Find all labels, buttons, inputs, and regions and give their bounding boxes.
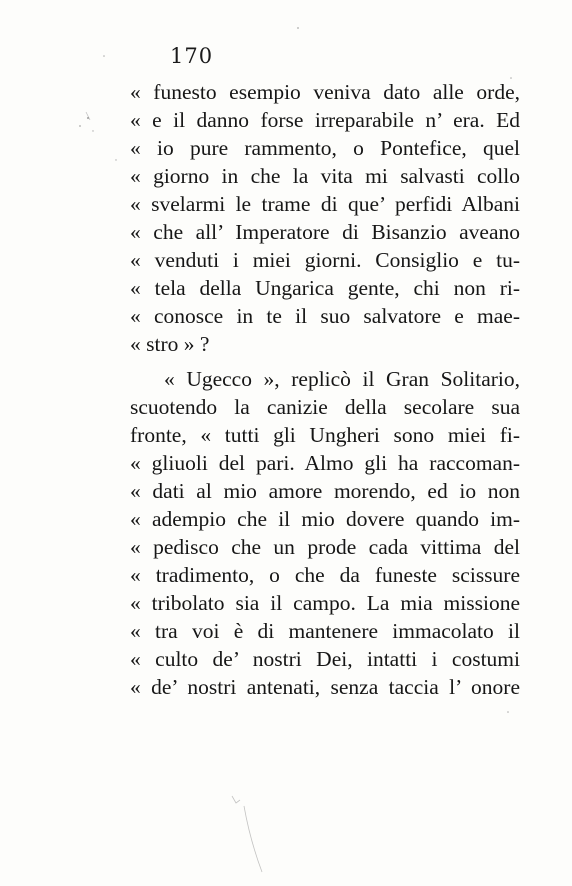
body-text xyxy=(130,78,520,701)
paragraph-2 xyxy=(130,365,520,701)
text-line: « che all’ Imperatore di Bisanzio aveano xyxy=(130,220,520,244)
text-line: « gliuoli del pari. Almo gli ha raccoman- xyxy=(130,451,520,475)
text-line: « culto de’ nostri Dei, intatti i costumi xyxy=(130,647,520,671)
text-line: « venduti i miei giorni. Consiglio e tu- xyxy=(130,248,520,272)
text-line: « pedisco che un prode cada vittima del xyxy=(130,535,520,559)
text-line: « io pure rammento, o Pontefice, quel xyxy=(130,136,520,160)
paragraph-gap xyxy=(130,358,520,365)
text-line: « de’ nostri antenati, senza taccia l’ onore xyxy=(130,675,520,699)
text-line: « tradimento, o che da funeste scissure xyxy=(130,563,520,587)
text-line: « stro » ? xyxy=(130,332,210,356)
text-line: « conosce in te il suo salvatore e mae- xyxy=(130,304,520,328)
text-line: « funesto esempio veniva dato alle orde, xyxy=(130,80,520,104)
text-line: « tribolato sia il campo. La mia missione xyxy=(130,591,520,615)
page-number: 170 xyxy=(170,44,214,68)
paragraph-1 xyxy=(130,78,520,358)
text-line: « tra voi è di mantenere immacolato il xyxy=(130,619,520,643)
text-line: « e il danno forse irreparabile n’ era. Ed xyxy=(130,108,520,132)
text-line: « Ugecco », replicò il Gran Solitario, xyxy=(164,367,520,391)
text-line: « giorno in che la vita mi salvasti collo xyxy=(130,164,520,188)
text-line: scuotendo la canizie della secolare sua xyxy=(130,395,520,419)
text-line: « svelarmi le trame di que’ perfidi Albani xyxy=(130,192,520,216)
text-line: « adempio che il mio dovere quando im- xyxy=(130,507,520,531)
text-line: « tela della Ungarica gente, chi non ri- xyxy=(130,276,520,300)
text-line: fronte, « tutti gli Ungheri sono miei fi- xyxy=(130,423,520,447)
text-line: « dati al mio amore morendo, ed io non xyxy=(130,479,520,503)
